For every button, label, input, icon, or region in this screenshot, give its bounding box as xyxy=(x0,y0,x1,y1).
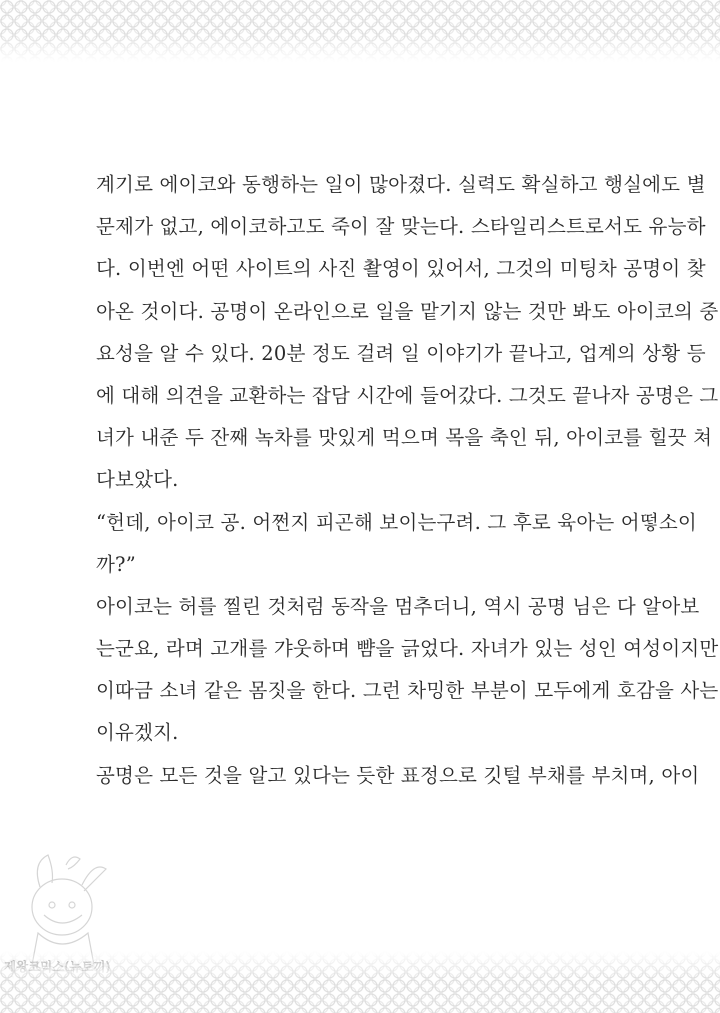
text-line: 이따금 소녀 같은 몸짓을 한다. 그런 차밍한 부분이 모두에게 호감을 사는 xyxy=(96,679,719,703)
text-line: 다. 이번엔 어떤 사이트의 사진 촬영이 있어서, 그것의 미팅차 공명이 찾 xyxy=(96,257,706,281)
dialogue-line: “헌데, 아이코 공. 어쩐지 피곤해 보이는구려. 그 후로 육아는 어떻소이 xyxy=(96,510,697,534)
text-line: 다보았다. xyxy=(96,468,179,492)
text-line: 아온 것이다. 공명이 온라인으로 일을 맡기지 않는 것만 봐도 아이코의 중 xyxy=(96,299,719,323)
text-line: 이유겠지. xyxy=(96,721,179,745)
text-line: 에 대해 의견을 교환하는 잡담 시간에 들어갔다. 그것도 끝나자 공명은 그 xyxy=(96,383,719,407)
text-line: 계기로 에이코와 동행하는 일이 많아졌다. 실력도 확실하고 행실에도 별 xyxy=(96,173,706,196)
top-decorative-border xyxy=(0,0,720,62)
text-line: 녀가 내준 두 잔째 녹차를 맛있게 먹으며 목을 축인 뒤, 아이코를 힐끗 쳐 xyxy=(96,426,713,450)
dialogue-line: 까?” xyxy=(96,552,136,576)
text-line: 는군요, 라며 고개를 갸웃하며 뺨을 긁었다. 자녀가 있는 성인 여성이지만 xyxy=(96,637,719,661)
text-line: 요성을 알 수 있다. 20분 정도 걸려 일 이야기가 끝나고, 업계의 상황 등 xyxy=(96,341,706,365)
text-line: 아이코는 허를 찔린 것처럼 동작을 멈추더니, 역시 공명 님은 다 알아보 xyxy=(96,594,700,618)
novel-text-body xyxy=(96,164,719,797)
text-line: 문제가 없고, 에이코하고도 죽이 잘 맞는다. 스타일리스트로서도 유능하 xyxy=(96,215,706,239)
bottom-decorative-border xyxy=(0,951,720,1013)
text-line: 공명은 모든 것을 알고 있다는 듯한 표정으로 깃털 부채를 부치며, 아이 xyxy=(96,763,700,787)
